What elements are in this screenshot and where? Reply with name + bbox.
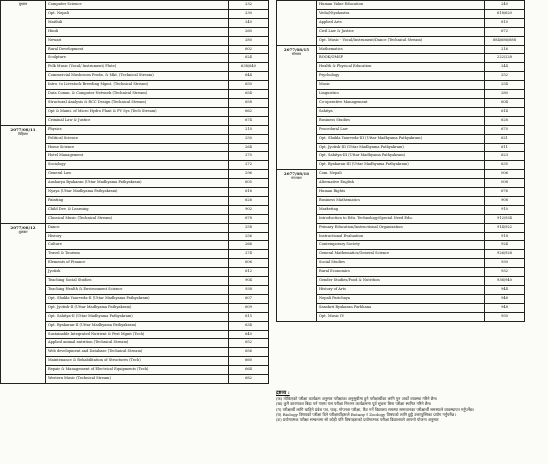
subject-code: 280 <box>229 36 269 45</box>
subject-code: 252 <box>485 72 525 81</box>
subject-code: 240 <box>229 18 269 27</box>
exam-date: 2077/08/15 <box>283 46 310 52</box>
subject-code: 210 <box>229 125 269 134</box>
subject-code: 932 <box>485 268 525 277</box>
subject-code: 272 <box>229 161 269 170</box>
subject-code: 950 <box>485 312 525 321</box>
subject-code: 660 <box>229 357 269 366</box>
exam-date-cell <box>1 223 46 383</box>
notes-list <box>276 396 526 422</box>
subject-name: Teaching Health & Environment Science <box>46 286 229 295</box>
exam-schedule-table-left <box>0 0 269 384</box>
table-row <box>277 1 525 10</box>
subject-name: Sustainable Integrated Nutrient & Pest Mgmt (Tech) <box>46 330 229 339</box>
subject-name: Structural Analysis & RCC Design (Technical Stream) <box>46 98 229 107</box>
subject-code: 944 <box>485 286 525 295</box>
subject-name: Commercial Mushroom Prodn. & Mkt. (Technical Stream) <box>46 72 229 81</box>
subject-name: Opt. Jyotish-III (Uttar Madhyama Pathyakram) <box>317 143 485 152</box>
subject-code: 256 <box>229 232 269 241</box>
subject-name: Ausharya Byakaran (Uttar Madhyama Pathyakram) <box>46 179 229 188</box>
table-row <box>1 223 269 232</box>
subject-name: Opt. Music - Vocal/Instrument/Dance (Technical Stream) <box>317 36 485 45</box>
subject-code: 008 <box>485 179 525 188</box>
subject-code: 910 <box>485 205 525 214</box>
note-item: (क) तोकिएको परीक्षा कार्यक्रम अनुसार परीक्षाका अनुसूचीमा हुने परीक्षार्थीका लागि पुन अर्को व्यवस्था गरिने छैन। <box>276 396 438 402</box>
subject-name: Opt. Byakaran-III (Uttar Madhyama Pathyakram) <box>317 161 485 170</box>
subject-name: BOOK/OMSP <box>317 54 485 63</box>
subject-name: Opt. Sahitya-III (Uttar Madhyama Pathyakram) <box>317 152 485 161</box>
subject-name: Gender Studies/Food & Nutrition <box>317 277 485 286</box>
subject-name: Web development and Database (Technical Stream) <box>46 348 229 357</box>
subject-name: History <box>46 232 229 241</box>
subject-code: 614 <box>485 107 525 116</box>
note-item: (ग) परीक्षार्थी लागि चाहिने प्रवेश पत्र, फाइ, गोपनता परीक्षा, कैंट गर्ने विद्यालय समस्या समाधानका परीक्षार्थी समस्याले व्यवस्थापन गर्नुपर्नेछ। <box>276 406 475 412</box>
subject-code: 222/228 <box>485 54 525 63</box>
subject-code: 280 <box>485 90 525 99</box>
subject-code: 216 <box>485 45 525 54</box>
table-row <box>277 170 525 179</box>
subject-name: Elements of Finance <box>46 259 229 268</box>
subject-code: 682 <box>229 375 269 384</box>
exam-weekday: सोमबार <box>291 51 302 56</box>
exam-date-cell <box>277 170 317 321</box>
subject-code: 676 <box>485 188 525 197</box>
subject-code: 926/928 <box>485 250 525 259</box>
subject-name: Culture <box>46 241 229 250</box>
subject-name: Hotel Management <box>46 152 229 161</box>
subject-code: 652 <box>229 339 269 348</box>
subject-code: 260 <box>229 27 269 36</box>
exam-date-cell <box>1 1 46 126</box>
subject-code: 609 <box>229 303 269 312</box>
subject-code: 634 <box>229 321 269 330</box>
subject-code: 606 <box>229 259 269 268</box>
subject-name: Newari <box>46 36 229 45</box>
subject-name: Physics <box>46 125 229 134</box>
subject-name: Intro. to Livestock Breeding Mgmt. (Technical Stream) <box>46 81 229 90</box>
subject-code: 678 <box>229 214 269 223</box>
subject-name: Instructional Evaluation <box>317 232 485 241</box>
subject-name: Health & Physical Education <box>317 63 485 72</box>
table-row <box>277 45 525 54</box>
subject-code: 616 <box>229 188 269 197</box>
subject-code: 654 <box>229 90 269 99</box>
subject-code: 270 <box>229 152 269 161</box>
subject-code: 230 <box>229 9 269 18</box>
subject-code: 615 <box>229 312 269 321</box>
subject-code: 930 <box>485 259 525 268</box>
subject-code: 948 <box>485 303 525 312</box>
subject-name: Western Music (Technical Stream) <box>46 375 229 384</box>
subject-name: Rural Development <box>46 45 229 54</box>
subject-code: 250 <box>229 134 269 143</box>
subject-name: Sculpture <box>46 54 229 63</box>
subject-code: 612 <box>229 268 269 277</box>
note-item: (ङ) प्रयोगात्मक परीक्षा सम्बन्धमा सो कोही पनि विषयहरूको प्रयोगात्मक परीक्षा विद्यालयले आफ्नो योजना अनुसार <box>276 417 439 423</box>
exam-date: 2077/08/11 <box>10 126 36 132</box>
subject-name: Co-operative Management <box>317 98 485 107</box>
subject-code: 938 <box>229 286 269 295</box>
exam-weekday: शुक्रबार <box>18 229 28 234</box>
subject-name: Introduction to Edu. Technology/Special Need Edu. <box>317 214 485 223</box>
subject-code: 914/922 <box>485 223 525 232</box>
subject-code: 902 <box>229 205 269 214</box>
subject-name: Applied animal nutrition (Technical Stream) <box>46 339 229 348</box>
subject-code: 611 <box>485 143 525 152</box>
subject-code: 672 <box>485 27 525 36</box>
subject-code: 604 <box>485 98 525 107</box>
exam-weekday: बिहिबार <box>18 131 28 136</box>
subject-code: 621 <box>485 134 525 143</box>
subject-name: Contemporary Society <box>317 241 485 250</box>
subject-name: Computer Science <box>46 1 229 10</box>
subject-name: Business Mathematics <box>317 196 485 205</box>
subject-code: 626 <box>229 196 269 205</box>
subject-code: 640 <box>229 330 269 339</box>
notes-title: द्रष्टव्य : <box>276 390 290 396</box>
subject-name: Opt. Nepali <box>46 9 229 18</box>
subject-name: Classical Music (Technical Stream) <box>46 214 229 223</box>
subject-code: 628 <box>485 116 525 125</box>
subject-code: 607 <box>229 294 269 303</box>
exam-date-cell <box>1 125 46 223</box>
subject-name: Nepali Parichaya <box>317 294 485 303</box>
subject-code: 936/940 <box>485 277 525 286</box>
subject-code: 623 <box>485 152 525 161</box>
subject-name: Painting <box>46 196 229 205</box>
subject-name: Sanskrit Byakaran Parbhana <box>317 303 485 312</box>
subject-name: Maithili <box>46 18 229 27</box>
subject-name: Data Comm. & Computer Network (Technical Stream) <box>46 90 229 99</box>
subject-code: 624 <box>229 54 269 63</box>
subject-name: Opt. Jyotish-II (Uttar Madhyama Pathyakram) <box>46 303 229 312</box>
subject-name: Repair & Management of Electrical Equipments (Tech) <box>46 366 229 375</box>
subject-code: 602 <box>229 45 269 54</box>
subject-code: 924 <box>485 241 525 250</box>
subject-code: 296 <box>229 170 269 179</box>
subject-name: Teaching Social Studies <box>46 277 229 286</box>
exam-weekday: बुधबार <box>18 2 28 6</box>
subject-code: 904 <box>229 277 269 286</box>
subject-code: 946 <box>485 294 525 303</box>
subject-name: Opt. Music IV <box>317 312 485 321</box>
subject-name: General Law <box>46 170 229 179</box>
subject-name: Procedural Law <box>317 125 485 134</box>
subject-name: Com. Nepali <box>317 170 485 179</box>
subject-name: Political Science <box>46 134 229 143</box>
note-item: (ख) कुनै कारणवश बिदा पर्न गएमा यस परीक्षा निरन्तर कार्यक्रममा पूर्व सूचना बिना परीक्षा स्थगित गरिने छैन। <box>276 401 432 407</box>
subject-code: 908 <box>485 196 525 205</box>
subject-code: 662 <box>229 107 269 116</box>
exam-date: 2077/08/16 <box>283 171 310 177</box>
exam-weekday: मंगलबार <box>291 176 302 181</box>
note-item: (घ) Biology विषयको परीक्षा दिने परीक्षार्थीहरूले Botany र Zoology विषयको लागि छुट्टै उत्तरपुस्तिका प्रयोग गर्नुपर्नेछ। <box>276 411 456 417</box>
subject-code: 274 <box>229 250 269 259</box>
subject-code: 264 <box>229 143 269 152</box>
subject-code: 638/640 <box>229 63 269 72</box>
subject-name: History of Arts <box>317 286 485 295</box>
subject-name: Linguistics <box>317 90 485 99</box>
subject-name: Civil Law & Justice <box>317 27 485 36</box>
notes-section <box>276 391 526 422</box>
subject-code: 644 <box>229 72 269 81</box>
subject-name: Criminal Law & Justice <box>46 116 229 125</box>
subject-name: Nyaya (Uttar Madhyama Pathyakram) <box>46 188 229 197</box>
subject-code: 918 <box>485 232 525 241</box>
subject-name: Sahitya <box>317 107 485 116</box>
subject-name: General Mathematics/General Science <box>317 250 485 259</box>
subject-name: Child Dev. & Learning <box>46 205 229 214</box>
subject-code: 605 <box>229 179 269 188</box>
subject-code: 266 <box>229 241 269 250</box>
subject-code: 670 <box>485 125 525 134</box>
subject-code: 232 <box>229 1 269 10</box>
exam-date-cell <box>277 1 317 46</box>
subject-code: 674 <box>229 116 269 125</box>
subject-code: 658 <box>229 98 269 107</box>
subject-code: 610 <box>485 18 525 27</box>
subject-code: 258 <box>229 223 269 232</box>
subject-code: 240 <box>485 1 525 10</box>
subject-code: 912/934 <box>485 214 525 223</box>
subject-name: Rural Economics <box>317 268 485 277</box>
subject-name: Home Science <box>46 143 229 152</box>
subject-code: 244 <box>485 63 525 72</box>
subject-name: Alternative English <box>317 179 485 188</box>
subject-name: Opt. Sahitya-II (Uttar Madhyama Pathyakram) <box>46 312 229 321</box>
subject-code: 684/686/688 <box>485 36 525 45</box>
subject-code: 664 <box>229 366 269 375</box>
subject-name: Social Studies <box>317 259 485 268</box>
exam-date: 2077/08/12 <box>10 224 36 230</box>
subject-code: 618/620 <box>485 9 525 18</box>
subject-name: Human Value Education <box>317 1 485 10</box>
table-row <box>1 1 269 10</box>
table-row <box>1 125 269 134</box>
subject-code: 006 <box>485 170 525 179</box>
subject-name: Dance <box>46 223 229 232</box>
subject-code: 650 <box>229 81 269 90</box>
subject-code: 254 <box>485 81 525 90</box>
subject-name: Psychology <box>317 72 485 81</box>
subject-name: Opt. Shukla Yaurveda-III (Uttar Madhyama Pathyakram) <box>317 134 485 143</box>
subject-name: Travel & Tourism <box>46 250 229 259</box>
subject-name: Primary Education/Instructional Organization <box>317 223 485 232</box>
subject-name: Hindi <box>46 27 229 36</box>
subject-name: Jyotish <box>46 268 229 277</box>
subject-code: 635 <box>485 161 525 170</box>
subject-name: Applied Arts <box>317 18 485 27</box>
subject-name: Opt. Shukla Yaurveda-II (Uttar Madhyama Pathyakram) <box>46 294 229 303</box>
exam-date-cell <box>277 45 317 170</box>
subject-name: Mathematics <box>317 45 485 54</box>
subject-name: Business Studies <box>317 116 485 125</box>
subject-name: Veda/Ntyahastra <box>317 9 485 18</box>
exam-schedule-table-right <box>276 0 525 322</box>
subject-name: Human Rights <box>317 188 485 197</box>
subject-name: Opt. Byakaran-II (Uttar Madhyama Pathyakram) <box>46 321 229 330</box>
subject-name: Maintenance & Rehabilitation of Structures (Tech) <box>46 357 229 366</box>
subject-name: Folk Music (Vocal/ Instrument/ Flute) <box>46 63 229 72</box>
subject-name: Opt & Maint. of Micro Hydro Plant & PV Sys (Tech Stream) <box>46 107 229 116</box>
subject-name: Sociology <box>46 161 229 170</box>
subject-code: 656 <box>229 348 269 357</box>
subject-name: Music <box>317 81 485 90</box>
subject-name: Marketing <box>317 205 485 214</box>
